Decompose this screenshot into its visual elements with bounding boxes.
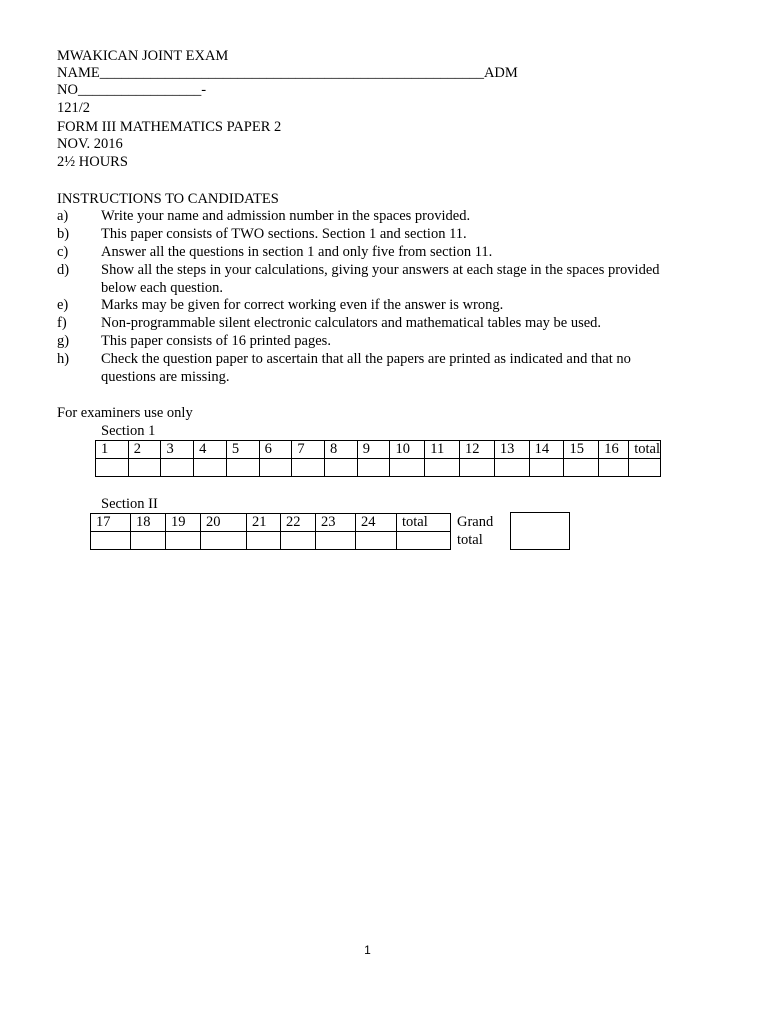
table-header-cell: 22 (281, 514, 316, 532)
table-header-cell: 21 (247, 514, 281, 532)
score-cell[interactable] (425, 459, 460, 477)
instruction-text: This paper consists of TWO sections. Section 1 and section 11. (101, 226, 467, 242)
instruction-text: This paper consists of 16 printed pages. (101, 333, 331, 349)
instruction-letter: a) (57, 208, 69, 224)
table-header-cell: 12 (460, 441, 495, 459)
table-header-cell: 8 (325, 441, 358, 459)
instruction-letter: c) (57, 244, 69, 260)
score-cell[interactable] (292, 459, 325, 477)
section1-marks-table (95, 440, 661, 477)
instruction-text: Non-programmable silent electronic calculators and mathematical tables may be used. (101, 315, 602, 331)
score-cell[interactable] (226, 459, 259, 477)
score-cell[interactable] (390, 459, 425, 477)
table-header-cell: 17 (91, 514, 131, 532)
table-header-cell: 3 (161, 441, 194, 459)
table-header-cell: 18 (131, 514, 166, 532)
score-cell[interactable] (161, 459, 194, 477)
table-header-cell: 14 (529, 441, 564, 459)
table-header-row (91, 514, 451, 532)
paper-code: 121/2 (57, 100, 91, 116)
table-header-cell: 1 (96, 441, 129, 459)
instruction-text: Answer all the questions in section 1 and only five from section 11. (101, 244, 493, 260)
score-cell[interactable] (281, 532, 316, 550)
exam-date: NOV. 2016 (57, 136, 123, 152)
table-header-cell: 5 (226, 441, 259, 459)
score-cell[interactable] (325, 459, 358, 477)
score-cell[interactable] (357, 459, 390, 477)
score-cell[interactable] (96, 459, 129, 477)
score-cell[interactable] (460, 459, 495, 477)
score-cell[interactable] (494, 459, 529, 477)
section2-marks-table (90, 513, 451, 550)
table-score-row (91, 532, 451, 550)
table-header-cell: 15 (564, 441, 599, 459)
instruction-letter: h) (57, 351, 70, 367)
table-header-cell: 2 (128, 441, 161, 459)
table-header-cell: 4 (194, 441, 227, 459)
table-header-cell: 24 (356, 514, 397, 532)
section2-title: Section II (101, 496, 158, 512)
grand-total-label: Grand total (457, 514, 494, 548)
table-header-cell: 20 (201, 514, 247, 532)
score-cell[interactable] (629, 459, 661, 477)
table-header-cell: 13 (494, 441, 529, 459)
score-cell[interactable] (201, 532, 247, 550)
instruction-text: Write your name and admission number in the spaces provided. (101, 208, 471, 224)
exam-duration: 2½ HOURS (57, 154, 128, 170)
score-cell[interactable] (194, 459, 227, 477)
paper-title: FORM III MATHEMATICS PAPER 2 (57, 119, 282, 135)
score-cell[interactable] (564, 459, 599, 477)
instructions-title: INSTRUCTIONS TO CANDIDATES (57, 191, 279, 207)
instruction-text: Check the question paper to ascertain that all the papers are printed as indicated and that no questions are missing. (101, 351, 631, 385)
table-header-cell: 16 (599, 441, 629, 459)
table-header-cell: 19 (166, 514, 201, 532)
score-cell[interactable] (356, 532, 397, 550)
score-cell[interactable] (397, 532, 451, 550)
instruction-letter: f) (57, 315, 67, 331)
score-cell[interactable] (91, 532, 131, 550)
examiners-label: For examiners use only (57, 405, 193, 421)
table-header-cell: 6 (259, 441, 292, 459)
instruction-letter: d) (57, 262, 70, 278)
table-header-cell: 7 (292, 441, 325, 459)
table-header-row (96, 441, 661, 459)
table-header-cell: 10 (390, 441, 425, 459)
instruction-letter: g) (57, 333, 70, 349)
no-line: NO_________________- (57, 82, 207, 98)
table-header-cell: total (397, 514, 451, 532)
instruction-letter: e) (57, 297, 69, 313)
page-number: 1 (364, 943, 371, 957)
section1-title: Section 1 (101, 423, 156, 439)
score-cell[interactable] (316, 532, 356, 550)
score-cell[interactable] (247, 532, 281, 550)
table-header-cell: total (629, 441, 661, 459)
name-adm-line: NAME_____________________________________________________ADM (57, 65, 518, 81)
table-header-cell: 23 (316, 514, 356, 532)
score-cell[interactable] (166, 532, 201, 550)
school-name: MWAKICAN JOINT EXAM (57, 48, 229, 64)
score-cell[interactable] (128, 459, 161, 477)
score-cell[interactable] (529, 459, 564, 477)
score-cell[interactable] (131, 532, 166, 550)
instruction-text: Marks may be given for correct working even if the answer is wrong. (101, 297, 504, 313)
grand-total-box[interactable] (510, 512, 570, 550)
score-cell[interactable] (259, 459, 292, 477)
instruction-letter: b) (57, 226, 70, 242)
table-header-cell: 11 (425, 441, 460, 459)
table-score-row (96, 459, 661, 477)
score-cell[interactable] (599, 459, 629, 477)
table-header-cell: 9 (357, 441, 390, 459)
instruction-text: Show all the steps in your calculations, giving your answers at each stage in the spaces provided below each question. (101, 262, 660, 296)
